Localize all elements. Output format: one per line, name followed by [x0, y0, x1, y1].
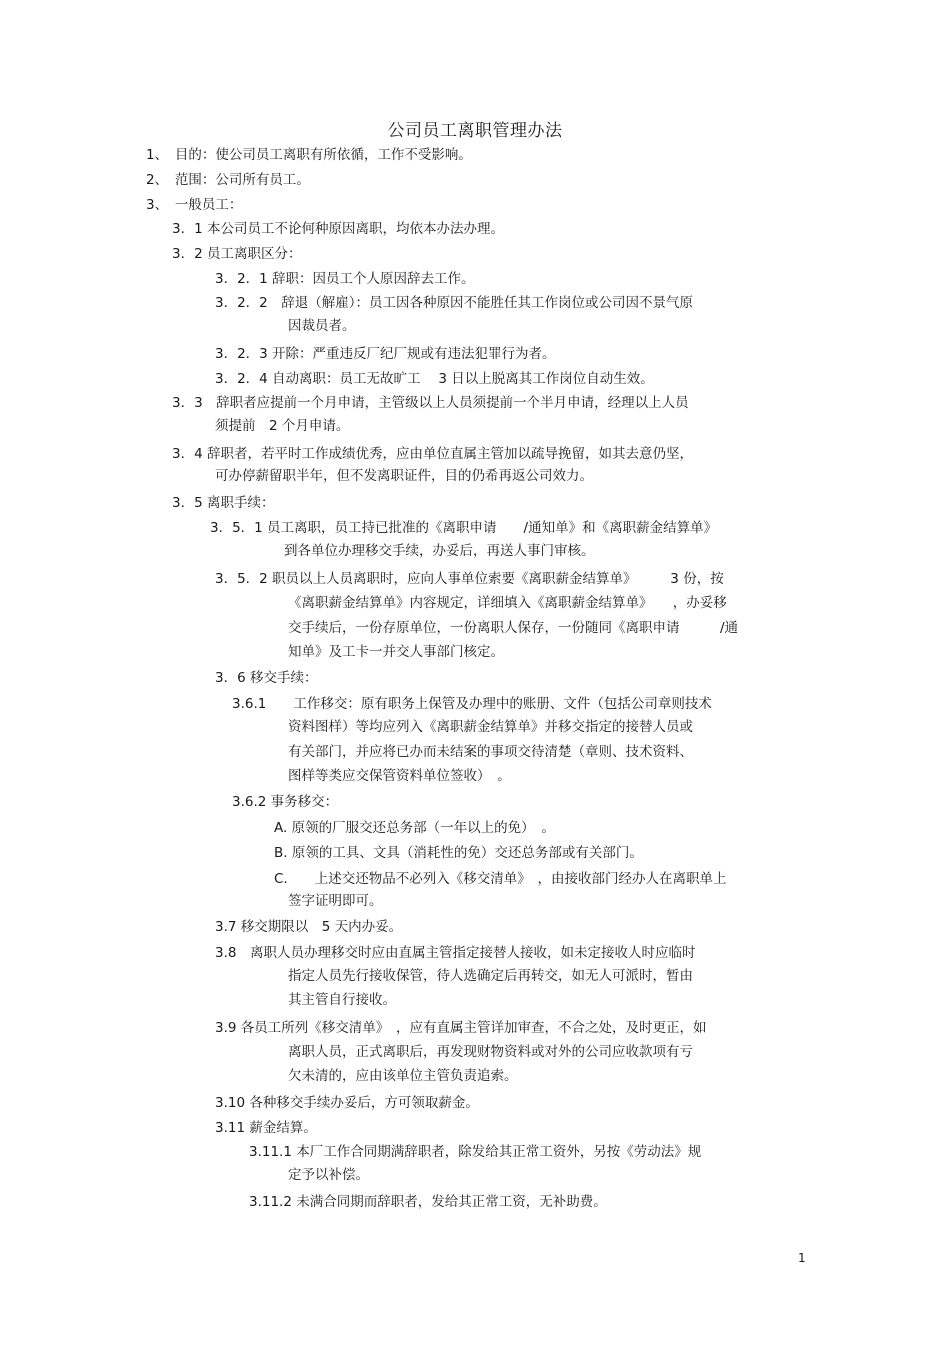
clause-3-2-2: 3．2．2 辞退（解雇）：员工因各种原因不能胜任其工作岗位或公司因不景气原: [215, 295, 694, 311]
clause-3-2: 3．2 员工离职区分：: [172, 246, 302, 262]
clause-3-4: 3．4 辞职者，若平时工作成绩优秀，应由单位直属主管加以疏导挽留，如其去意仍坚，: [172, 446, 693, 462]
clause-3-10: 3.10 各种移交手续办妥后，方可领取薪金。: [215, 1095, 479, 1111]
clause-3-6-1-cont-1: 资料图样）等均应列入《离职薪金结算单》并移交指定的接替人员或: [288, 719, 693, 735]
section-2-scope: 2、 范围：公司所有员工。: [146, 172, 310, 188]
clause-3-11: 3.11 薪金结算。: [215, 1120, 317, 1136]
clause-3-8-cont-1: 指定人员先行接收保管，待人选确定后再转交，如无人可派时，暂由: [288, 968, 693, 984]
clause-3-6-1-cont-3: 图样等类应交保管资料单位签收） 。: [288, 768, 511, 784]
clause-3-9-cont-2: 欠未清的，应由该单位主管负责追索。: [288, 1068, 518, 1084]
item-c-cont: 签字证明即可。: [288, 893, 383, 909]
clause-3-5-2-cont-2: 交手续后，一份存原单位，一份离职人保存，一份随同《离职申请 /通: [288, 620, 739, 636]
item-c: C. 上述交还物品不必列入《移交清单》 ，由接收部门经办人在离职单上: [274, 871, 727, 887]
clause-3-6: 3．6 移交手续：: [215, 670, 318, 686]
clause-3-5-1-cont: 到各单位办理移交手续，办妥后，再送人事门审核。: [284, 543, 595, 559]
clause-3-6-2: 3.6.2 事务移交：: [232, 794, 339, 810]
clause-3-2-3: 3．2．3 开除：严重违反厂纪厂规或有违法犯罪行为者。: [215, 346, 556, 362]
section-1-purpose: 1、 目的：使公司员工离职有所依循，工作不受影响。: [146, 147, 472, 163]
clause-3-9-cont-1: 离职人员，正式离职后，再发现财物资料或对外的公司应收款项有亏: [288, 1044, 693, 1060]
clause-3-2-2-cont: 因裁员者。: [288, 318, 356, 334]
clause-3-6-1: 3.6.1 工作移交：原有职务上保管及办理中的账册、文件（包括公司章则技术: [232, 696, 712, 712]
clause-3-11-1: 3.11.1 本厂工作合同期满辞职者，除发给其正常工资外，另按《劳动法》规: [249, 1144, 702, 1160]
clause-3-1: 3．1 本公司员工不论何种原因离职，均依本办法办理。: [172, 221, 504, 237]
item-b: B. 原领的工具、文具（消耗性的免）交还总务部或有关部门。: [274, 845, 643, 861]
clause-3-3-cont: 须提前 2 个月申请。: [215, 418, 350, 434]
clause-3-9: 3.9 各员工所列《移交清单》 ，应有直属主管详加审查，不合之处，及时更正，如: [215, 1020, 707, 1036]
clause-3-8: 3.8 离职人员办理移交时应由直属主管指定接替人接收，如未定接收人时应临时: [215, 945, 696, 961]
clause-3-5-1: 3．5．1 员工离职，员工持已批准的《离职申请 /通知单》和《离职薪金结算单》: [210, 520, 718, 536]
clause-3-2-4: 3．2．4 自动离职：员工无故旷工 3 日以上脱离其工作岗位自动生效。: [215, 371, 654, 387]
document-title: 公司员工离职管理办法: [387, 121, 563, 141]
clause-3-3: 3．3 辞职者应提前一个月申请，主管级以上人员须提前一个半月申请，经理以上人员: [172, 395, 689, 411]
item-a: A. 原领的厂服交还总务部（一年以上的免） 。: [274, 820, 555, 836]
clause-3-5: 3．5 离职手续：: [172, 495, 275, 511]
clause-3-5-2-cont-3: 知单》及工卡一并交人事部门核定。: [288, 644, 504, 660]
clause-3-4-cont: 可办停薪留职半年，但不发离职证件，目的仍希再返公司效力。: [215, 468, 593, 484]
clause-3-11-2: 3.11.2 未满合同期而辞职者，发给其正常工资，无补助费。: [249, 1194, 607, 1210]
clause-3-8-cont-2: 其主管自行接收。: [288, 992, 396, 1008]
clause-3-7: 3.7 移交期限以 5 天内办妥。: [215, 919, 403, 935]
section-3-heading: 3、 一般员工：: [146, 197, 243, 213]
clause-3-5-2-cont-1: 《离职薪金结算单》内容规定，详细填入《离职薪金结算单》 ，办妥移: [288, 595, 727, 611]
clause-3-5-2: 3．5．2 职员以上人员离职时，应向人事单位索要《离职薪金结算单》 3 份，按: [215, 571, 724, 587]
page-number: 1: [798, 1251, 806, 1265]
clause-3-6-1-cont-2: 有关部门，并应将已办而未结案的事项交待清楚（章则、技术资料、: [288, 744, 693, 760]
clause-3-2-1: 3．2．1 辞职：因员工个人原因辞去工作。: [215, 271, 475, 287]
clause-3-11-1-cont: 定予以补偿。: [288, 1167, 369, 1183]
